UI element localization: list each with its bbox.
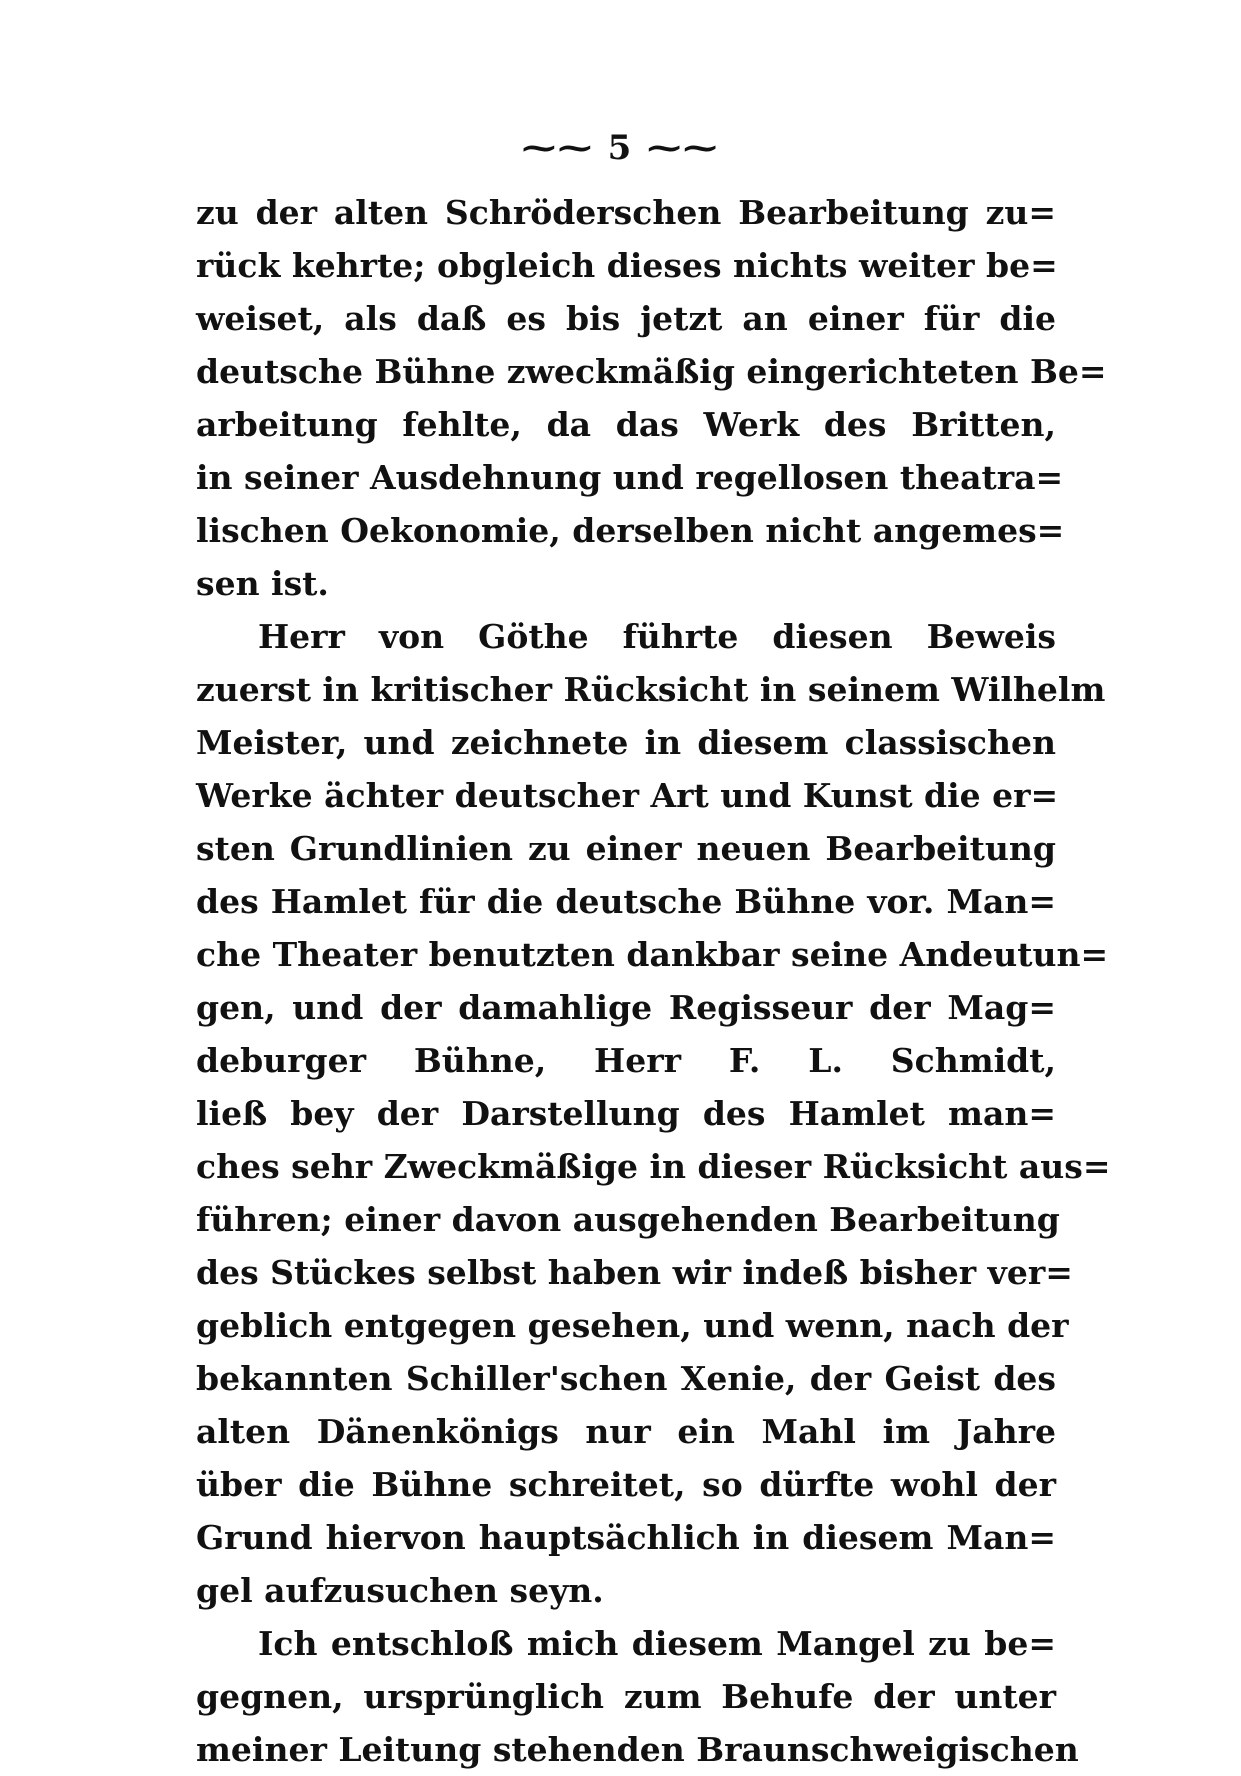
text-line: gen, und der damahlige Regisseur der Mag= [196,988,1056,1027]
text-line: in seiner Ausdehnung und regellosen theatra= [196,458,1064,497]
text-line: Meister, und zeichnete in diesem classischen [196,723,1056,762]
text-line: alten Dänenkönigs nur ein Mahl im Jahre [196,1412,1056,1451]
text-line: Grund hiervon hauptsächlich in diesem Man= [196,1518,1056,1557]
text-line: zuerst in kritischer Rücksicht in seinem Wilhelm [196,670,1106,709]
text-line: führen; einer davon ausgehenden Bearbeitung [196,1200,1060,1239]
text-line: über die Bühne schreitet, so dürfte wohl der [196,1465,1056,1504]
text-line: ließ bey der Darstellung des Hamlet man= [196,1094,1056,1133]
page-number-header: ⁓⁓ 5 ⁓⁓ [521,128,720,168]
text-line: des Hamlet für die deutsche Bühne vor. Man= [196,882,1056,921]
text-line: ches sehr Zweckmäßige in dieser Rücksicht aus= [196,1147,1111,1186]
text-line: lischen Oekonomie, derselben nicht angemes= [196,511,1065,550]
text-line: bekannten Schiller'schen Xenie, der Geist des [196,1359,1056,1398]
text-line: Herr von Göthe führte diesen Beweis [258,617,1056,656]
text-line: meiner Leitung stehenden Braunschweigischen [196,1730,1079,1769]
body-text [196,186,1111,1776]
text-line: Werke ächter deutscher Art und Kunst die er= [196,776,1059,815]
text-line: weiset, als daß es bis jetzt an einer für die [196,299,1056,338]
text-line: zu der alten Schröderschen Bearbeitung zu= [196,193,1056,232]
text-line: Ich entschloß mich diesem Mangel zu be= [258,1624,1056,1663]
text-line: geblich entgegen gesehen, und wenn, nach der [196,1306,1069,1345]
text-line: sten Grundlinien zu einer neuen Bearbeitung [196,829,1056,868]
text-line: deutsche Bühne zweckmäßig eingerichteten Be= [196,352,1107,391]
text-line: sen ist. [196,564,329,603]
text-line: gegnen, ursprünglich zum Behufe der unter [196,1677,1056,1716]
text-line: des Stückes selbst haben wir indeß bisher ver= [196,1253,1073,1292]
text-line: arbeitung fehlte, da das Werk des Britten, [196,405,1056,444]
text-line: gel aufzusuchen seyn. [196,1571,604,1610]
text-line: che Theater benutzten dankbar seine Andeutun= [196,935,1109,974]
text-line: deburger Bühne, Herr F. L. Schmidt, [196,1041,1056,1080]
text-line: rück kehrte; obgleich dieses nichts weiter be= [196,246,1058,285]
